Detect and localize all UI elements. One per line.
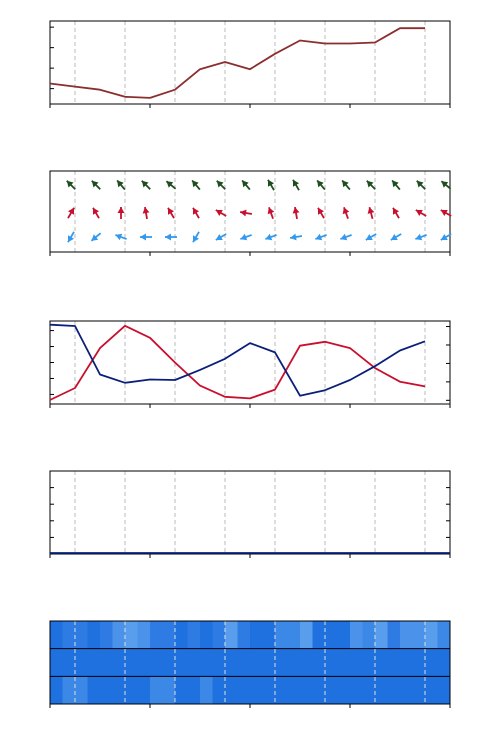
panel-temp [50, 321, 450, 408]
cloud-cell [425, 649, 438, 677]
plot-frame [50, 471, 450, 554]
plot-frame [50, 171, 450, 252]
cloud-cell [313, 649, 326, 677]
cloud-cell [350, 676, 363, 704]
cloud-cell [325, 621, 338, 649]
panel-precip [50, 471, 450, 558]
cloud-cell [238, 676, 251, 704]
cloud-cell [388, 676, 401, 704]
cloud-cell [400, 649, 413, 677]
cloud-cell [263, 676, 276, 704]
cloud-cell [350, 621, 363, 649]
cloud-cell [400, 621, 413, 649]
cloud-cell [250, 676, 263, 704]
cloud-cell [200, 676, 213, 704]
wind-arrow-head [165, 234, 171, 241]
cloud-cell [100, 676, 113, 704]
cloud-cell [388, 621, 401, 649]
cloud-cell [175, 676, 188, 704]
cloud-cell [225, 676, 238, 704]
cloud-cell [88, 621, 101, 649]
cloud-cell [188, 621, 201, 649]
cloud-cell [325, 649, 338, 677]
cloud-cell [413, 676, 426, 704]
wind-arrow-head [140, 234, 146, 241]
cloud-cell [350, 649, 363, 677]
cloud-cell [125, 621, 138, 649]
cloud-cell [213, 649, 226, 677]
cloud-cell [50, 676, 63, 704]
cloud-cell [300, 676, 313, 704]
cloud-cell [250, 621, 263, 649]
wind-arrow-head [118, 207, 125, 213]
cloud-cell [50, 649, 63, 677]
cloud-cell [338, 676, 351, 704]
cloud-cell [400, 676, 413, 704]
cloud-cell [413, 621, 426, 649]
series-line-pressure [50, 28, 425, 98]
cloud-cell [313, 621, 326, 649]
cloud-cell [413, 649, 426, 677]
cloud-cell [188, 649, 201, 677]
cloud-cell [88, 649, 101, 677]
cloud-cell [75, 676, 88, 704]
cloud-cell [375, 676, 388, 704]
cloud-cell [338, 649, 351, 677]
series-line-RH [50, 325, 425, 396]
series-line-T [50, 326, 425, 400]
cloud-cell [313, 676, 326, 704]
wind-arrow-head [368, 207, 375, 214]
cloud-cell [438, 676, 451, 704]
cloud-cell [163, 649, 176, 677]
cloud-cell [363, 621, 376, 649]
cloud-cell [63, 649, 76, 677]
cloud-cell [200, 621, 213, 649]
cloud-cell [138, 676, 151, 704]
cloud-cell [425, 676, 438, 704]
panel-pressure [50, 21, 450, 108]
panel-wind [50, 171, 451, 256]
cloud-cell [288, 676, 301, 704]
cloud-cell [63, 676, 76, 704]
cloud-cell [263, 621, 276, 649]
cloud-cell [188, 676, 201, 704]
cloud-cell [150, 676, 163, 704]
cloud-cell [163, 676, 176, 704]
cloud-cell [125, 649, 138, 677]
cloud-cell [100, 649, 113, 677]
cloud-cell [238, 649, 251, 677]
cloud-cell [63, 621, 76, 649]
cloud-cell [438, 649, 451, 677]
plot-frame [50, 321, 450, 404]
cloud-cell [225, 621, 238, 649]
cloud-cell [150, 621, 163, 649]
cloud-cell [138, 621, 151, 649]
cloud-cell [150, 649, 163, 677]
cloud-cell [113, 621, 126, 649]
cloud-cell [100, 621, 113, 649]
cloud-cell [263, 649, 276, 677]
cloud-cell [200, 649, 213, 677]
cloud-cell [125, 676, 138, 704]
cloud-cell [238, 621, 251, 649]
cloud-cell [388, 649, 401, 677]
cloud-cell [363, 649, 376, 677]
cloud-cell [75, 621, 88, 649]
cloud-cell [113, 649, 126, 677]
cloud-cell [175, 649, 188, 677]
cloud-cell [275, 649, 288, 677]
cloud-cell [213, 676, 226, 704]
cloud-cell [288, 621, 301, 649]
cloud-cell [338, 621, 351, 649]
cloud-cell [375, 649, 388, 677]
cloud-cell [88, 676, 101, 704]
panel-cloud [50, 621, 451, 708]
cloud-cell [275, 621, 288, 649]
cloud-cell [288, 649, 301, 677]
cloud-cell [300, 649, 313, 677]
cloud-cell [250, 649, 263, 677]
cloud-cell [50, 621, 63, 649]
cloud-cell [225, 649, 238, 677]
cloud-cell [325, 676, 338, 704]
cloud-cell [113, 676, 126, 704]
cloud-cell [438, 621, 451, 649]
cloud-cell [175, 621, 188, 649]
cloud-cell [375, 621, 388, 649]
cloud-cell [138, 649, 151, 677]
cloud-cell [425, 621, 438, 649]
cloud-cell [300, 621, 313, 649]
cloud-cell [163, 621, 176, 649]
cloud-cell [275, 676, 288, 704]
cloud-cell [75, 649, 88, 677]
cloud-cell [363, 676, 376, 704]
cloud-cell [213, 621, 226, 649]
